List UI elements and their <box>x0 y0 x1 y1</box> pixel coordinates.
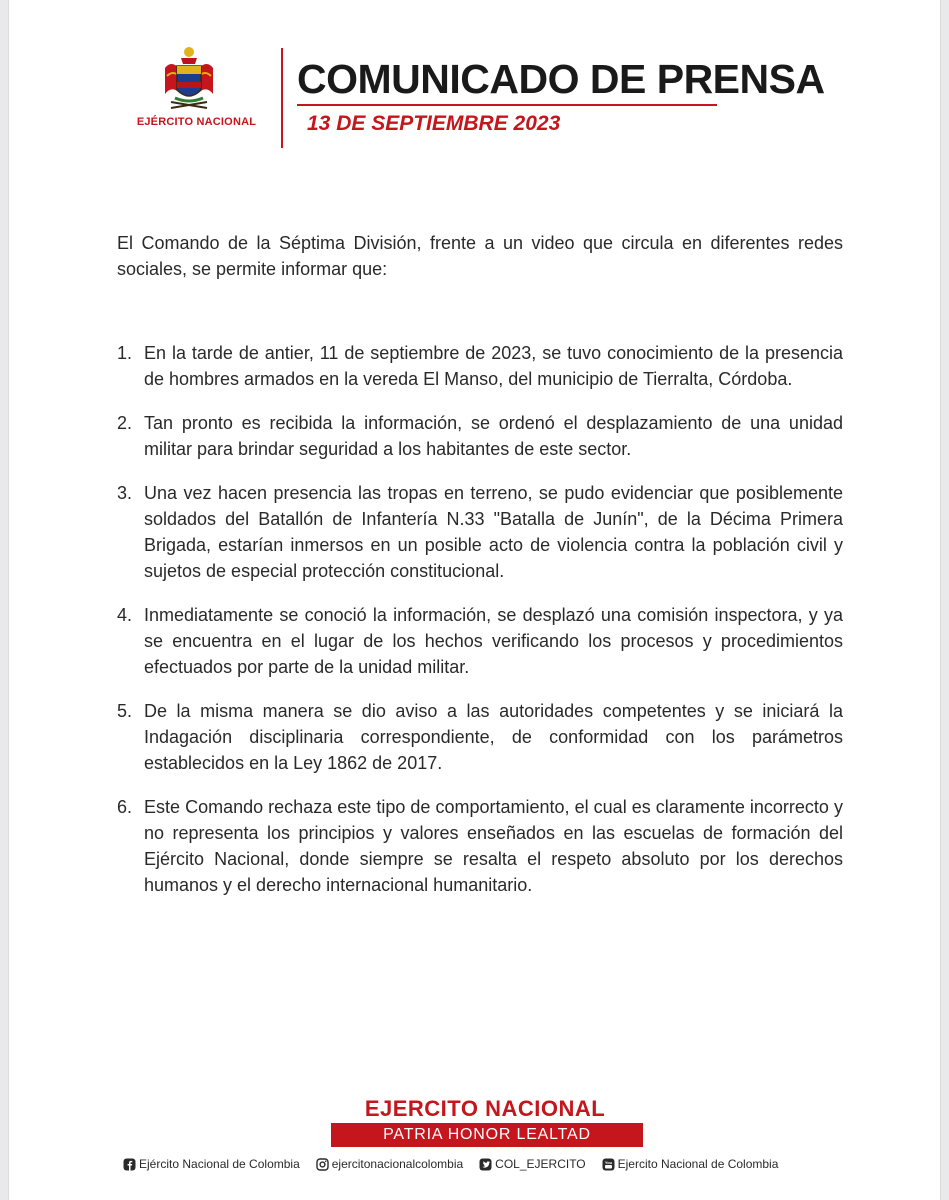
coat-of-arms-icon <box>161 46 217 112</box>
social-label: ejercitonacionalcolombia <box>331 1157 464 1171</box>
item-number: 2. <box>117 413 133 433</box>
social-twitter[interactable] <box>479 1157 585 1171</box>
social-instagram[interactable] <box>316 1157 463 1171</box>
social-label: Ejercito Nacional de Colombia <box>617 1157 779 1171</box>
footer-brand-title: EJERCITO NACIONAL <box>364 1096 606 1121</box>
instagram-icon <box>316 1158 329 1171</box>
social-facebook[interactable] <box>123 1157 300 1171</box>
item-text: En la tarde de antier, 11 de septiembre de 2023, se tuvo conocimiento de la presencia de hombres armados en la vereda El Manso, del municipio de Tierralta, Córdoba. <box>144 343 843 389</box>
item-number: 5. <box>117 701 133 721</box>
item-number: 1. <box>117 343 133 363</box>
social-links <box>123 1157 843 1171</box>
document-page <box>9 0 940 1200</box>
item-text: Tan pronto es recibida la información, se ordenó el desplazamiento de una unidad militar para brindar seguridad a los habitantes de este sector. <box>144 413 843 459</box>
list-item <box>117 794 843 898</box>
list-item <box>117 340 843 392</box>
youtube-icon <box>602 1158 615 1171</box>
list-item <box>117 698 843 776</box>
footer-motto: PATRIA HONOR LEALTAD <box>383 1126 591 1143</box>
item-text: De la misma manera se dio aviso a las autoridades competentes y se iniciará la Indagación disciplinaria correspondiente, de conformidad con los parámetros establecidos en la Ley 1862 de 2017. <box>144 701 843 773</box>
header-divider <box>281 48 283 148</box>
title-underline <box>297 104 717 106</box>
item-number: 4. <box>117 605 133 625</box>
statement-list <box>117 340 843 916</box>
item-text: Este Comando rechaza este tipo de comportamiento, el cual es claramente incorrecto y no representa los principios y valores enseñados en las escuelas de formación del Ejército Nacional, donde siempre se resalta el respeto absoluto por los derechos humanos y el derecho internacional humanitario. <box>144 797 843 895</box>
footer-brand <box>323 1097 647 1147</box>
footer-motto-bar <box>331 1123 643 1147</box>
page-title: COMUNICADO DE PRENSA <box>297 56 825 102</box>
social-youtube[interactable] <box>602 1157 779 1171</box>
list-item <box>117 410 843 462</box>
social-label: Ejército Nacional de Colombia <box>139 1157 300 1171</box>
list-item <box>117 480 843 584</box>
army-logo <box>114 40 279 135</box>
facebook-icon <box>123 1158 136 1171</box>
item-number: 6. <box>117 797 133 817</box>
intro-paragraph: El Comando de la Séptima División, frente a un video que circula en diferentes redes sociales, se permite informar que: <box>117 233 843 279</box>
release-date: 13 DE SEPTIEMBRE 2023 <box>307 112 561 135</box>
item-text: Una vez hacen presencia las tropas en terreno, se pudo evidenciar que posiblemente soldados del Batallón de Infantería N.33 "Batalla de Junín", de la Décima Primera Brigada, estarían inmersos en un posible acto de violencia contra la población civil y sujetos de especial protección constitucional. <box>144 483 843 581</box>
social-label: COL_EJERCITO <box>495 1157 586 1171</box>
twitter-icon <box>479 1158 492 1171</box>
item-number: 3. <box>117 483 133 503</box>
item-text: Inmediatamente se conoció la información, se desplazó una comisión inspectora, y ya se encuentra en el lugar de los hechos verificando los procesos y procedimientos efectuados por parte de la unidad militar. <box>144 605 843 677</box>
list-item <box>117 602 843 680</box>
org-name: EJÉRCITO NACIONAL <box>136 116 257 128</box>
svg-text:You: You <box>604 1159 612 1165</box>
